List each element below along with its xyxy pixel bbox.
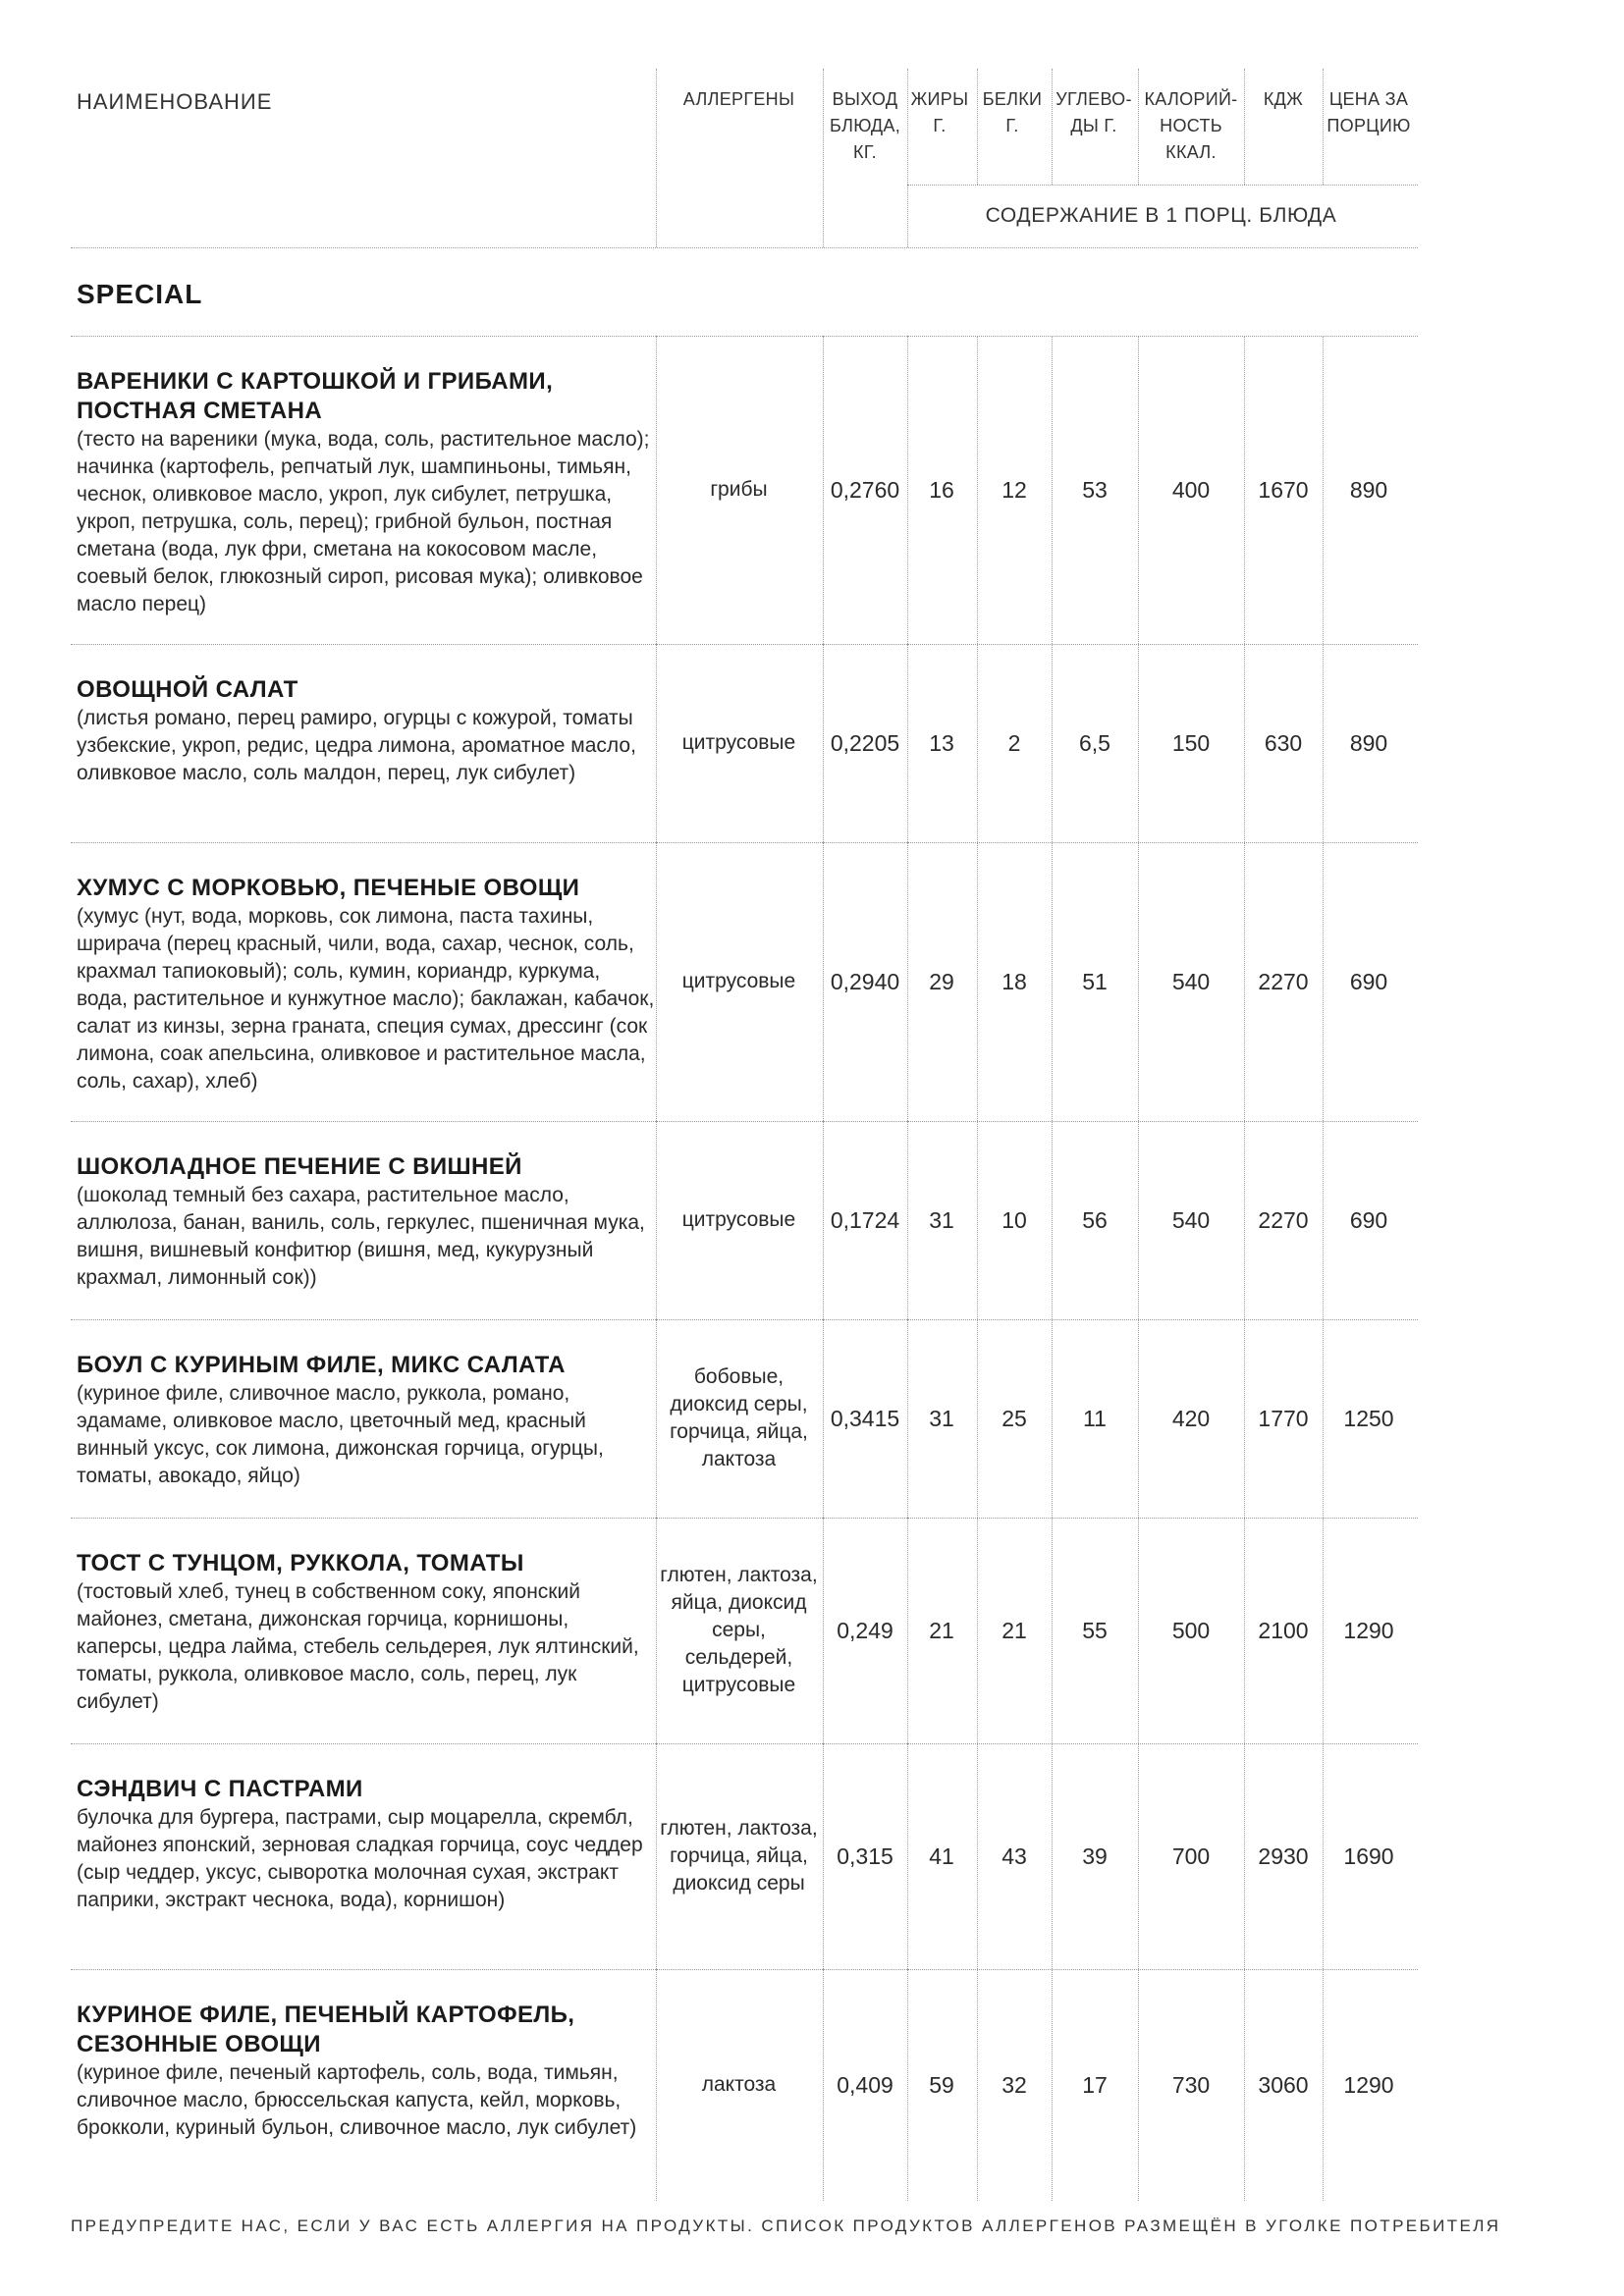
column-divider <box>1244 1121 1245 1319</box>
header-divider <box>823 69 824 247</box>
header-divider <box>656 69 657 247</box>
column-divider <box>977 1319 978 1518</box>
column-divider <box>1138 1743 1139 1969</box>
dish-protein: 18 <box>1001 968 1027 994</box>
dish-price: 890 <box>1349 729 1388 756</box>
header-allergens: АЛЛЕРГЕНЫ <box>682 89 795 109</box>
table-row <box>0 842 1414 1121</box>
dish-kcal: 150 <box>1171 729 1211 756</box>
column-divider <box>1244 336 1245 644</box>
column-divider <box>1138 1969 1139 2201</box>
dish-allergens: бобовые, диоксид серы, горчица, яйца, лактоза <box>670 1365 808 1470</box>
dish-cell <box>77 675 656 787</box>
column-divider <box>1138 1518 1139 1743</box>
column-divider <box>823 1969 824 2201</box>
column-divider <box>1052 1319 1053 1518</box>
dish-kj: 1670 <box>1258 476 1309 503</box>
column-divider <box>823 1743 824 1969</box>
dish-description: (шоколад темный без сахара, растительное масло, аллюлоза, банан, ваниль, соль, геркулес, пшеничная мука, вишня, вишневый конфитюр (вишня, мед, кукурузный крахмал, лимонный сок)) <box>77 1184 645 1289</box>
column-divider <box>656 842 657 1121</box>
column-divider <box>1052 336 1053 644</box>
dish-kj: 1770 <box>1258 1405 1309 1431</box>
column-divider <box>1052 644 1053 842</box>
header-kj: КДЖ <box>1263 89 1304 109</box>
header-calories: КАЛОРИЙ-НОСТЬ ККАЛ. <box>1144 89 1238 162</box>
dish-name: ВАРЕНИКИ С КАРТОШКОЙ И ГРИБАМИ, ПОСТНАЯ СМЕТАНА <box>77 368 554 424</box>
dish-protein: 2 <box>1007 729 1021 756</box>
header-divider <box>1323 69 1324 185</box>
column-divider <box>1052 1969 1053 2201</box>
dish-kcal: 420 <box>1171 1405 1211 1431</box>
dish-yield: 0,249 <box>837 1617 893 1643</box>
column-divider <box>1138 842 1139 1121</box>
table-row <box>0 1518 1414 1743</box>
dish-yield: 0,409 <box>837 2071 893 2098</box>
dish-description: (куриное филе, печеный картофель, соль, вода, тимьян, сливочное масло, брюссельская капуста, кейл, морковь, брокколи, куриный бульон, сливочное масло, лук сибулет) <box>77 2061 637 2139</box>
dish-carbs: 17 <box>1082 2071 1108 2098</box>
dish-price: 1290 <box>1343 1617 1394 1643</box>
column-divider <box>1244 1518 1245 1743</box>
column-divider <box>823 1319 824 1518</box>
column-divider <box>823 1121 824 1319</box>
dish-protein: 43 <box>1001 1842 1027 1869</box>
header-protein: БЕЛКИ Г. <box>982 89 1043 135</box>
column-divider <box>656 1743 657 1969</box>
dish-kj: 2270 <box>1258 968 1309 994</box>
dish-fat: 13 <box>929 729 954 756</box>
dish-name: ОВОЩНОЙ САЛАТ <box>77 676 298 703</box>
dish-allergens: лактоза <box>701 2073 777 2096</box>
column-divider <box>1323 1518 1324 1743</box>
column-divider <box>1244 1743 1245 1969</box>
dish-kj: 2270 <box>1258 1206 1309 1233</box>
column-divider <box>1052 1743 1053 1969</box>
dish-fat: 29 <box>929 968 954 994</box>
column-divider <box>1323 1969 1324 2201</box>
table-row <box>0 1969 1414 2201</box>
dish-protein: 10 <box>1001 1206 1027 1233</box>
dish-price: 890 <box>1349 476 1388 503</box>
dish-cell <box>77 874 656 1095</box>
dish-carbs: 53 <box>1082 476 1108 503</box>
column-divider <box>1323 842 1324 1121</box>
dish-kj: 2930 <box>1258 1842 1309 1869</box>
dish-price: 1290 <box>1343 2071 1394 2098</box>
dish-kcal: 540 <box>1171 1206 1211 1233</box>
column-divider <box>977 842 978 1121</box>
column-divider <box>907 1121 908 1319</box>
header-subdivider <box>907 185 1418 186</box>
dish-price: 690 <box>1349 1206 1388 1233</box>
column-divider <box>977 336 978 644</box>
dish-protein: 21 <box>1001 1617 1027 1643</box>
column-divider <box>1052 1518 1053 1743</box>
dish-cell <box>77 1549 656 1716</box>
dish-name: СЭНДВИЧ С ПАСТРАМИ <box>77 1776 363 1802</box>
column-divider <box>907 336 908 644</box>
header-divider <box>977 69 978 185</box>
header-fat: ЖИРЫ Г. <box>910 89 969 135</box>
column-divider <box>907 1969 908 2201</box>
section-title: SPECIAL <box>77 279 203 309</box>
column-divider <box>1138 1121 1139 1319</box>
dish-allergens: цитрусовые <box>681 1208 796 1231</box>
dish-price: 690 <box>1349 968 1388 994</box>
column-divider <box>656 1969 657 2201</box>
column-divider <box>656 1121 657 1319</box>
dish-carbs: 11 <box>1083 1405 1107 1431</box>
dish-yield: 0,2760 <box>830 476 900 503</box>
header-divider <box>1244 69 1245 185</box>
header-price: ЦЕНА ЗА ПОРЦИЮ <box>1326 89 1411 135</box>
column-divider <box>656 1518 657 1743</box>
column-divider <box>1323 1121 1324 1319</box>
column-divider <box>977 1969 978 2201</box>
header-yield: ВЫХОД БЛЮДА, КГ. <box>829 89 901 162</box>
dish-yield: 0,1724 <box>830 1206 900 1233</box>
dish-protein: 32 <box>1001 2071 1027 2098</box>
dish-kcal: 500 <box>1171 1617 1211 1643</box>
dish-allergens: цитрусовые <box>681 970 796 992</box>
column-divider <box>1244 842 1245 1121</box>
table-row <box>0 644 1414 842</box>
column-divider <box>907 644 908 842</box>
dish-name: ХУМУС С МОРКОВЬЮ, ПЕЧЕНЫЕ ОВОЩИ <box>77 875 580 901</box>
dish-fat: 41 <box>929 1842 954 1869</box>
dish-description: (тесто на вареники (мука, вода, соль, растительное масло); начинка (картофель, репчатый лук, шампиньоны, тимьян, чеснок, оливковое масло, укроп, лук сибулет, петрушка, укроп, петрушка, соль, перец); грибной бульон, постная сметана (вода, лук фри, сметана на кокосовом масле, соевый белок, глюкозный сироп, рисовая мука); оливковое масло перец) <box>77 428 650 615</box>
dish-allergens: грибы <box>710 478 768 501</box>
column-divider <box>1323 644 1324 842</box>
column-divider <box>1323 1319 1324 1518</box>
dish-fat: 21 <box>929 1617 954 1643</box>
dish-fat: 31 <box>929 1206 954 1233</box>
dish-carbs: 56 <box>1082 1206 1108 1233</box>
column-divider <box>1244 1969 1245 2201</box>
dish-fat: 59 <box>929 2071 954 2098</box>
column-divider <box>1323 1743 1324 1969</box>
dish-cell <box>77 1351 656 1490</box>
dish-allergens: цитрусовые <box>681 731 796 754</box>
dish-allergens: глютен, лактоза, яйца, диоксид серы, сельдерей, цитрусовые <box>660 1564 818 1696</box>
dish-name: ШОКОЛАДНОЕ ПЕЧЕНИЕ С ВИШНЕЙ <box>77 1153 522 1180</box>
column-divider <box>656 1319 657 1518</box>
column-divider <box>823 336 824 644</box>
dish-kj: 2100 <box>1258 1617 1309 1643</box>
header-carbs: УГЛЕВО-ДЫ Г. <box>1056 89 1132 135</box>
column-divider <box>1052 1121 1053 1319</box>
column-divider <box>1138 336 1139 644</box>
dish-kj: 3060 <box>1258 2071 1309 2098</box>
dish-kj: 630 <box>1264 729 1303 756</box>
column-divider <box>977 1121 978 1319</box>
table-row <box>0 1121 1414 1319</box>
dish-description: (тостовый хлеб, тунец в собственном соку, японский майонез, сметана, дижонская горчица, корнишоны, каперсы, цедра лайма, стебель сельдерея, лук ялтинский, томаты, руккола, оливковое масло, соль, перец, лук сибулет) <box>77 1580 639 1713</box>
dish-cell <box>77 367 656 618</box>
dish-carbs: 51 <box>1082 968 1108 994</box>
column-divider <box>977 644 978 842</box>
column-divider <box>907 1319 908 1518</box>
dish-carbs: 6,5 <box>1079 729 1110 756</box>
dish-protein: 12 <box>1001 476 1027 503</box>
column-divider <box>1052 842 1053 1121</box>
column-divider <box>1244 1319 1245 1518</box>
column-divider <box>907 1518 908 1743</box>
header-divider <box>1138 69 1139 185</box>
table-row <box>0 1743 1414 1969</box>
column-divider <box>907 1743 908 1969</box>
dish-cell <box>77 2001 656 2142</box>
allergy-footer-note: ПРЕДУПРЕДИТЕ НАС, ЕСЛИ У ВАС ЕСТЬ АЛЛЕРГИЯ НА ПРОДУКТЫ. СПИСОК ПРОДУКТОВ АЛЛЕРГЕНОВ РАЗМЕЩЁН В УГОЛКЕ ПОТРЕБИТЕЛЯ <box>71 2216 1501 2235</box>
column-divider <box>656 644 657 842</box>
dish-yield: 0,2940 <box>830 968 900 994</box>
dish-price: 1250 <box>1343 1405 1394 1431</box>
header-divider <box>1052 69 1053 185</box>
column-divider <box>1323 336 1324 644</box>
dish-cell <box>77 1775 656 1914</box>
column-divider <box>1138 644 1139 842</box>
column-divider <box>823 644 824 842</box>
dish-kcal: 400 <box>1171 476 1211 503</box>
dish-protein: 25 <box>1001 1405 1027 1431</box>
dish-description: булочка для бургера, пастрами, сыр моцарелла, скрембл, майонез японский, зерновая сладкая горчица, соус чеддер (сыр чеддер, уксус, сыворотка молочная сухая, экстракт паприки, экстракт чеснока, вода), корнишон) <box>77 1806 643 1911</box>
dish-fat: 31 <box>929 1405 954 1431</box>
column-divider <box>907 842 908 1121</box>
column-divider <box>977 1518 978 1743</box>
dish-carbs: 39 <box>1082 1842 1108 1869</box>
table-row <box>0 1319 1414 1518</box>
table-row <box>0 336 1414 644</box>
dish-description: (хумус (нут, вода, морковь, сок лимона, паста тахины, шрирача (перец красный, чили, вода, сахар, чеснок, соль, крахмал тапиоковый); соль, кумин, кориандр, куркума, вода, растительное и кунжутное масло); баклажан, кабачок, салат из кинзы, зерна граната, специя сумах, дрессинг (сок лимона, соак апельсина, оливковое и растительное масла, соль, сахар), хлеб) <box>77 905 655 1093</box>
dish-price: 1690 <box>1343 1842 1394 1869</box>
dish-kcal: 730 <box>1171 2071 1211 2098</box>
dish-allergens: глютен, лактоза, горчица, яйца, диоксид серы <box>660 1817 818 1895</box>
dish-cell <box>77 1152 656 1292</box>
header-bottom-rule <box>71 247 1418 248</box>
dish-yield: 0,315 <box>837 1842 893 1869</box>
dish-description: (куриное филе, сливочное масло, руккола, романо, эдамаме, оливковое масло, цветочный мед, красный винный уксус, сок лимона, дижонская горчица, огурцы, томаты, авокадо, яйцо) <box>77 1382 604 1487</box>
dish-yield: 0,3415 <box>830 1405 900 1431</box>
column-divider <box>977 1743 978 1969</box>
dish-carbs: 55 <box>1082 1617 1108 1643</box>
dish-name: КУРИНОЕ ФИЛЕ, ПЕЧЕНЫЙ КАРТОФЕЛЬ, СЕЗОННЫЕ ОВОЩИ <box>77 2002 575 2057</box>
column-divider <box>656 336 657 644</box>
dish-kcal: 540 <box>1171 968 1211 994</box>
column-divider <box>823 1518 824 1743</box>
dish-name: БОУЛ С КУРИНЫМ ФИЛЕ, МИКС САЛАТА <box>77 1352 566 1378</box>
header-divider <box>907 69 908 247</box>
dish-kcal: 700 <box>1171 1842 1211 1869</box>
dish-description: (листья романо, перец рамиро, огурцы с кожурой, томаты узбекские, укроп, редис, цедра лимона, ароматное масло, оливковое масло, соль малдон, перец, лук сибулет) <box>77 707 636 784</box>
column-divider <box>1244 644 1245 842</box>
dish-fat: 16 <box>929 476 954 503</box>
header-name: НАИМЕНОВАНИЕ <box>77 89 273 114</box>
dish-name: ТОСТ С ТУНЦОМ, РУККОЛА, ТОМАТЫ <box>77 1550 524 1576</box>
column-divider <box>823 842 824 1121</box>
dish-yield: 0,2205 <box>830 729 900 756</box>
column-divider <box>1138 1319 1139 1518</box>
header-content-note: СОДЕРЖАНИЕ В 1 ПОРЦ. БЛЮДА <box>985 204 1337 227</box>
